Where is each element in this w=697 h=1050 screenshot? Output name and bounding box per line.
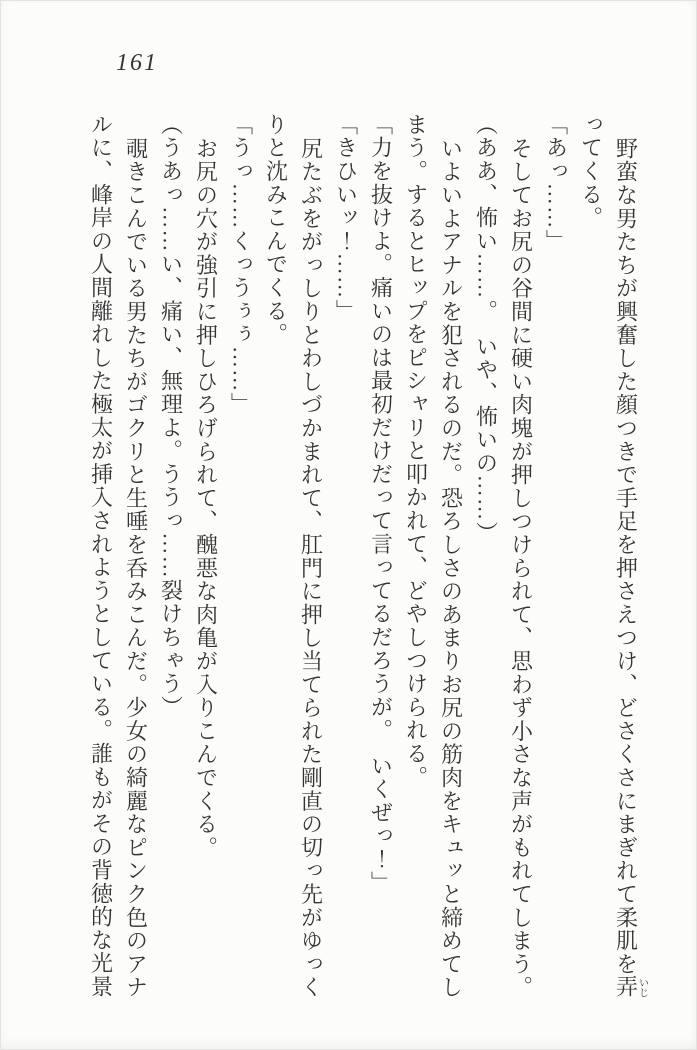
text-line: ルに、峰岸の人間離れした極太が挿入されようとしている。誰もがその背徳的な光景 [88, 113, 114, 999]
text-line: そしてお尻の谷間に硬い肉塊が押しつけられて、思わず小さな声がもれてしまう。 [508, 136, 534, 999]
text-line: 「あっ……」 [543, 113, 569, 253]
text-line: 「うっ……くっうぅぅ……」 [228, 113, 254, 416]
page-number: 161 [116, 50, 158, 76]
text-block [84, 113, 648, 1018]
text-line: 覗きこんでいる男たちがゴクリと生唾を呑みこんだ。少女の綺麗なピンク色のアナ [123, 136, 149, 999]
text-line: 「力を抜けよ。痛いのは最初だけだって言ってるだろうが。 いくぜっ！」 [368, 113, 394, 895]
text-line: （ああ、怖い……。 いや、怖いの……） [473, 113, 499, 545]
text-line: お尻の穴が強引に押しひろげられて、醜悪な肉亀が入りこんでくる。 [193, 136, 219, 859]
text-line: ってくる。 [578, 113, 604, 230]
text-line: まう。するとヒップをピシャリと叩かれて、どやしつけられる。 [403, 113, 429, 789]
text-line: 野蛮な男たちが興奮した顔つきで手足を押さえつけ、どさくさにまぎれて柔肌を弄いじ [613, 136, 648, 999]
ruby-annotated-word: 弄いじ [613, 975, 648, 999]
text-line: りと沈みこんでくる。 [263, 113, 289, 346]
text-line: （うあっ……い、痛い、無理よ。ううっ……裂けちゃう） [158, 113, 184, 719]
text-line: 尻たぶをがっしりとわしづかまれて、肛門に押し当てられた剛直の切っ先がゆっく [298, 136, 324, 999]
text-line: 「きひいッ！……」 [333, 113, 359, 323]
text-line: いよいよアナルを犯されるのだ。恐ろしさのあまりお尻の筋肉をキュッと締めてし [438, 136, 464, 999]
